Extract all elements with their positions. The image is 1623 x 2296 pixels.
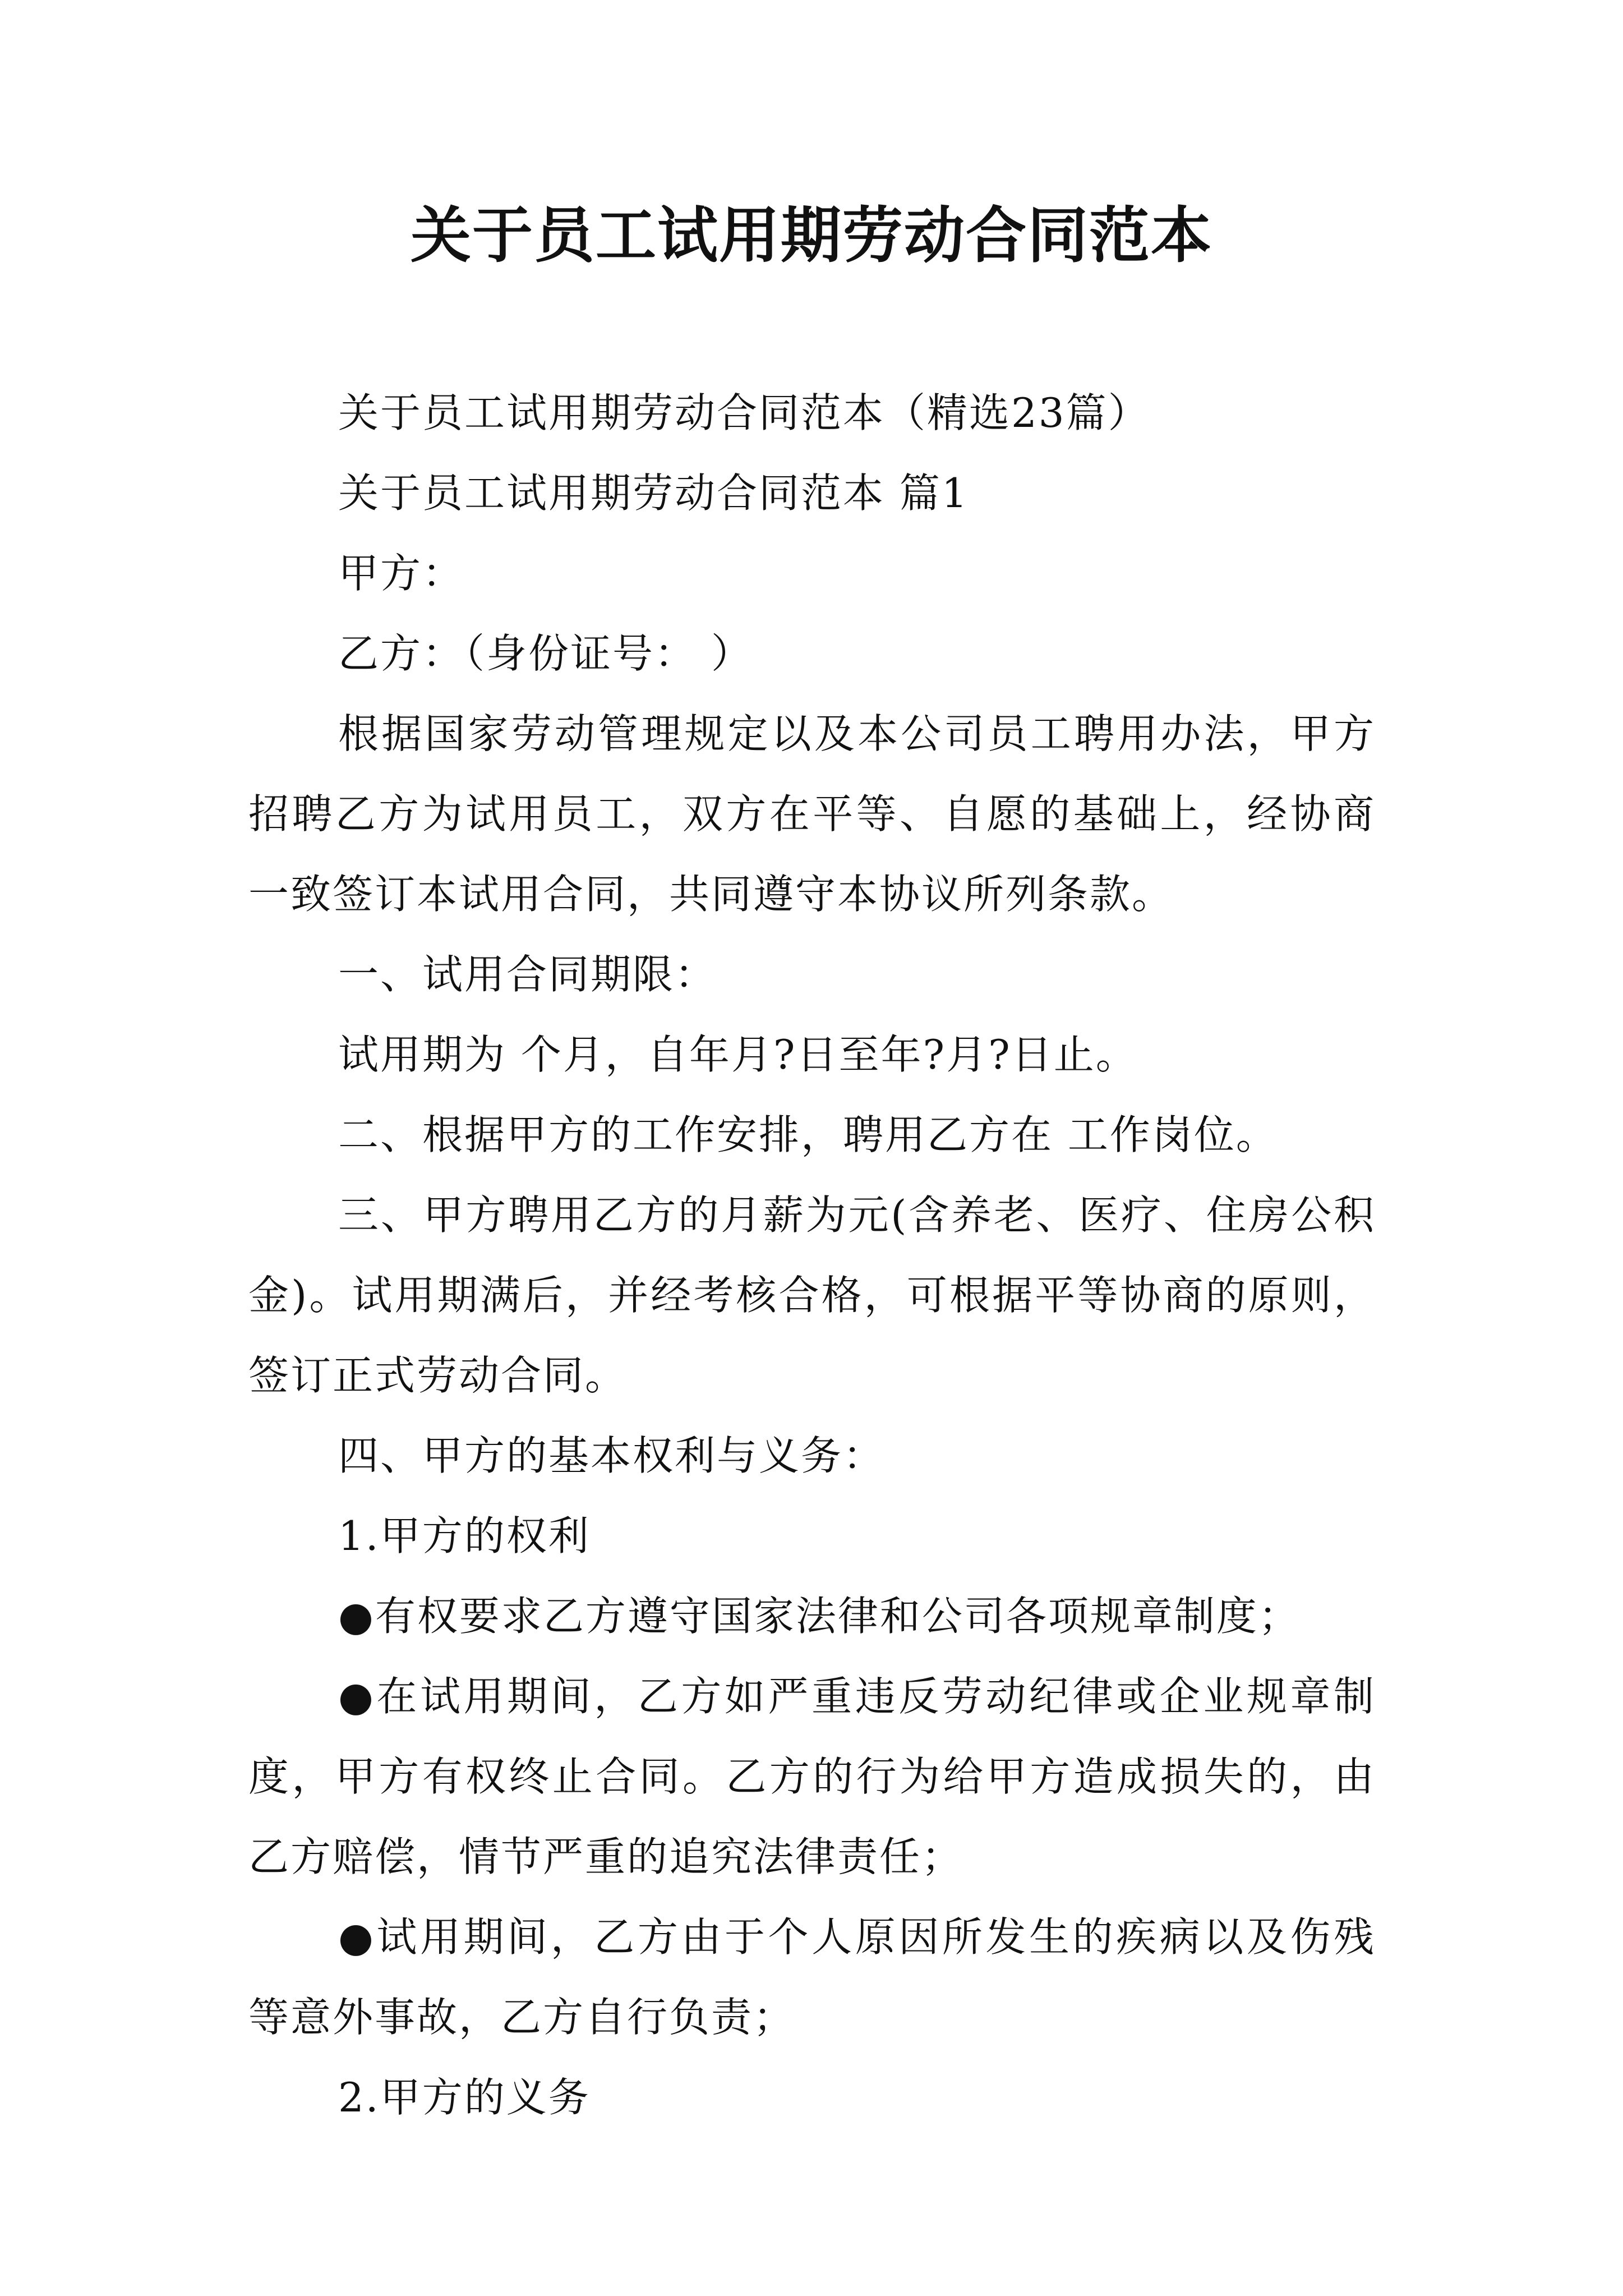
rights-bullet-3: ●试用期间，乙方由于个人原因所发生的疾病以及伤残等意外事故，乙方自行负责； — [248, 1913, 1376, 2041]
rights-bullet-1: ●有权要求乙方遵守国家法律和公司各项规章制度； — [338, 1593, 1301, 1640]
clause-1-heading: 一、试用合同期限： — [338, 951, 717, 998]
document-body — [248, 373, 1376, 2138]
preamble-paragraph: 根据国家劳动管理规定以及本公司员工聘用办法，甲方招聘乙方为试用员工，双方在平等、自愿的基础上，经协商一致签订本试用合同，共同遵守本协议所列条款。 — [248, 710, 1376, 918]
clause-1-text: 试用期为 个月，自年月?日至年?月?日止。 — [338, 1031, 1138, 1078]
party-b-line: 乙方：（身份证号： ） — [338, 630, 753, 677]
party-a-rights-heading: 1.甲方的权利 — [338, 1512, 591, 1559]
clause-4-heading: 四、甲方的基本权利与义务： — [338, 1432, 886, 1479]
rights-bullet-2: ●在试用期间，乙方如严重违反劳动纪律或企业规章制度，甲方有权终止合同。乙方的行为给甲方造成损失的，由乙方赔偿，情节严重的追究法律责任； — [248, 1673, 1376, 1880]
document-title: 关于员工试用期劳动合同范本 — [410, 200, 1212, 271]
section-heading-part-1: 关于员工试用期劳动合同范本 篇1 — [338, 470, 969, 517]
party-a-line: 甲方： — [338, 550, 465, 597]
clause-3-text: 三、甲方聘用乙方的月薪为元(含养老、医疗、住房公积金)。试用期满后，并经考核合格，可根据平等协商的原则，签订正式劳动合同。 — [248, 1191, 1376, 1399]
subtitle-collection: 关于员工试用期劳动合同范本（精选23篇） — [338, 389, 1150, 436]
party-a-obligations-heading: 2.甲方的义务 — [338, 2074, 591, 2121]
clause-2-text: 二、根据甲方的工作安排，聘用乙方在 工作岗位。 — [338, 1111, 1278, 1158]
